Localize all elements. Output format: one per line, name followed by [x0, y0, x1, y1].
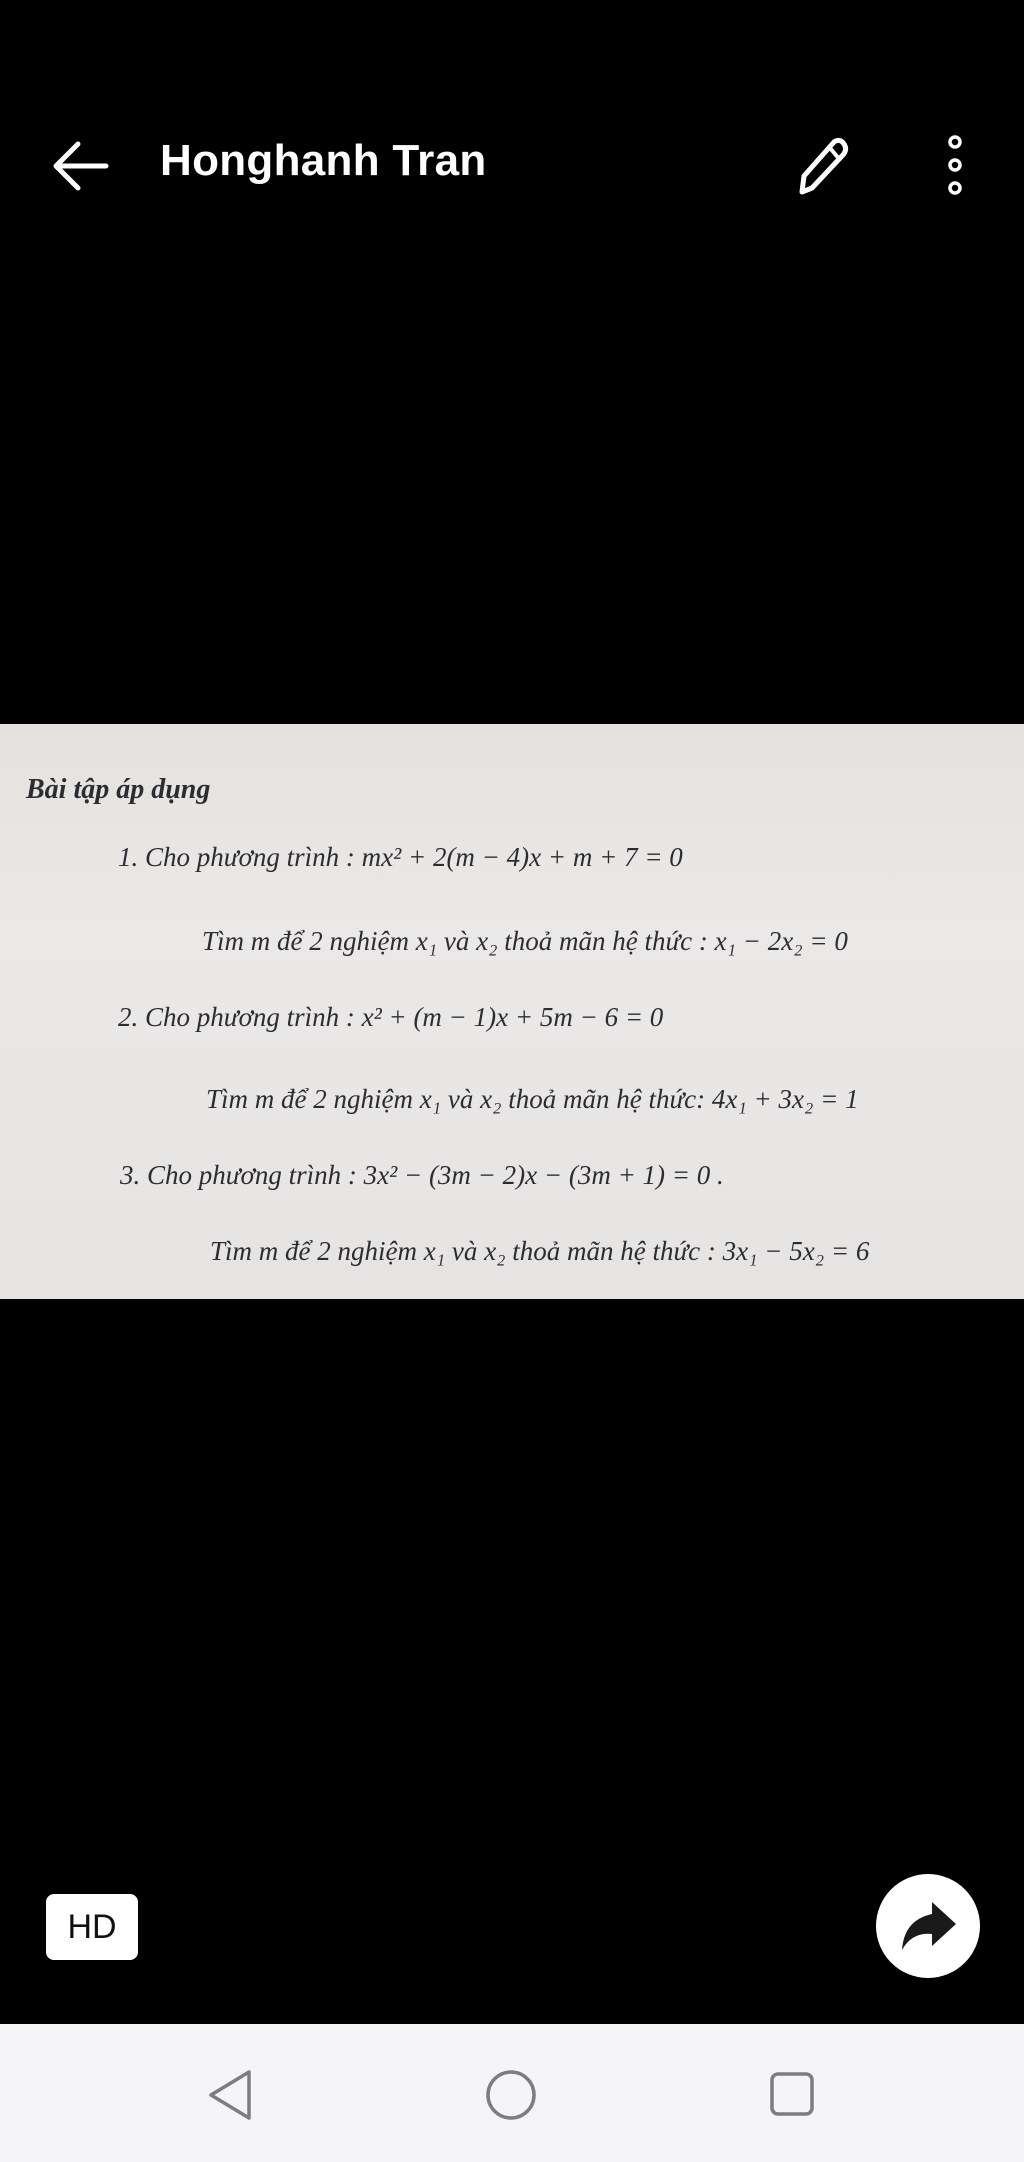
problem-3-task: Tìm m để 2 nghiệm x₁ và x₂ thoả mãn hệ thức : 3x₁ − 5x₂ = 6 [210, 1236, 870, 1266]
nav-recent-apps-button[interactable] [768, 2070, 816, 2118]
share-arrow-icon [898, 1898, 958, 1954]
problem-1-task: Tìm m để 2 nghiệm x₁ và x₂ thoả mãn hệ thức : x₁ − 2x₂ = 0 [202, 926, 848, 956]
problem-2-task: Tìm m để 2 nghiệm x₁ và x₂ thoả mãn hệ thức: 4x₁ + 3x₂ = 1 [206, 1084, 859, 1114]
problem-3-statement: 3. Cho phương trình : 3x² − (3m − 2)x − (3m + 1) = 0 . [120, 1160, 724, 1190]
app-bar [0, 0, 1024, 330]
more-vertical-icon [935, 132, 975, 198]
nav-back-button[interactable] [205, 2068, 255, 2122]
problem-1-statement: 1. Cho phương trình : mx² + 2(m − 4)x + m + 7 = 0 [118, 842, 683, 872]
hd-toggle-button[interactable]: HD [46, 1894, 138, 1960]
share-button[interactable] [876, 1874, 980, 1978]
worksheet-photo[interactable] [0, 724, 1024, 1299]
worksheet-heading: Bài tập áp dụng [26, 774, 211, 805]
nav-recent-square-icon [768, 2070, 816, 2118]
pencil-icon [790, 130, 850, 200]
arrow-left-icon [48, 136, 112, 196]
problem-2-statement: 2. Cho phương trình : x² + (m − 1)x + 5m − 6 = 0 [118, 1002, 664, 1032]
nav-home-button[interactable] [484, 2068, 538, 2122]
nav-home-circle-icon [484, 2068, 538, 2122]
nav-back-triangle-icon [205, 2068, 255, 2122]
more-options-button[interactable] [935, 132, 975, 198]
back-button[interactable] [48, 136, 112, 196]
edit-button[interactable] [790, 130, 850, 200]
contact-name-title: Honghanh Tran [160, 136, 487, 185]
